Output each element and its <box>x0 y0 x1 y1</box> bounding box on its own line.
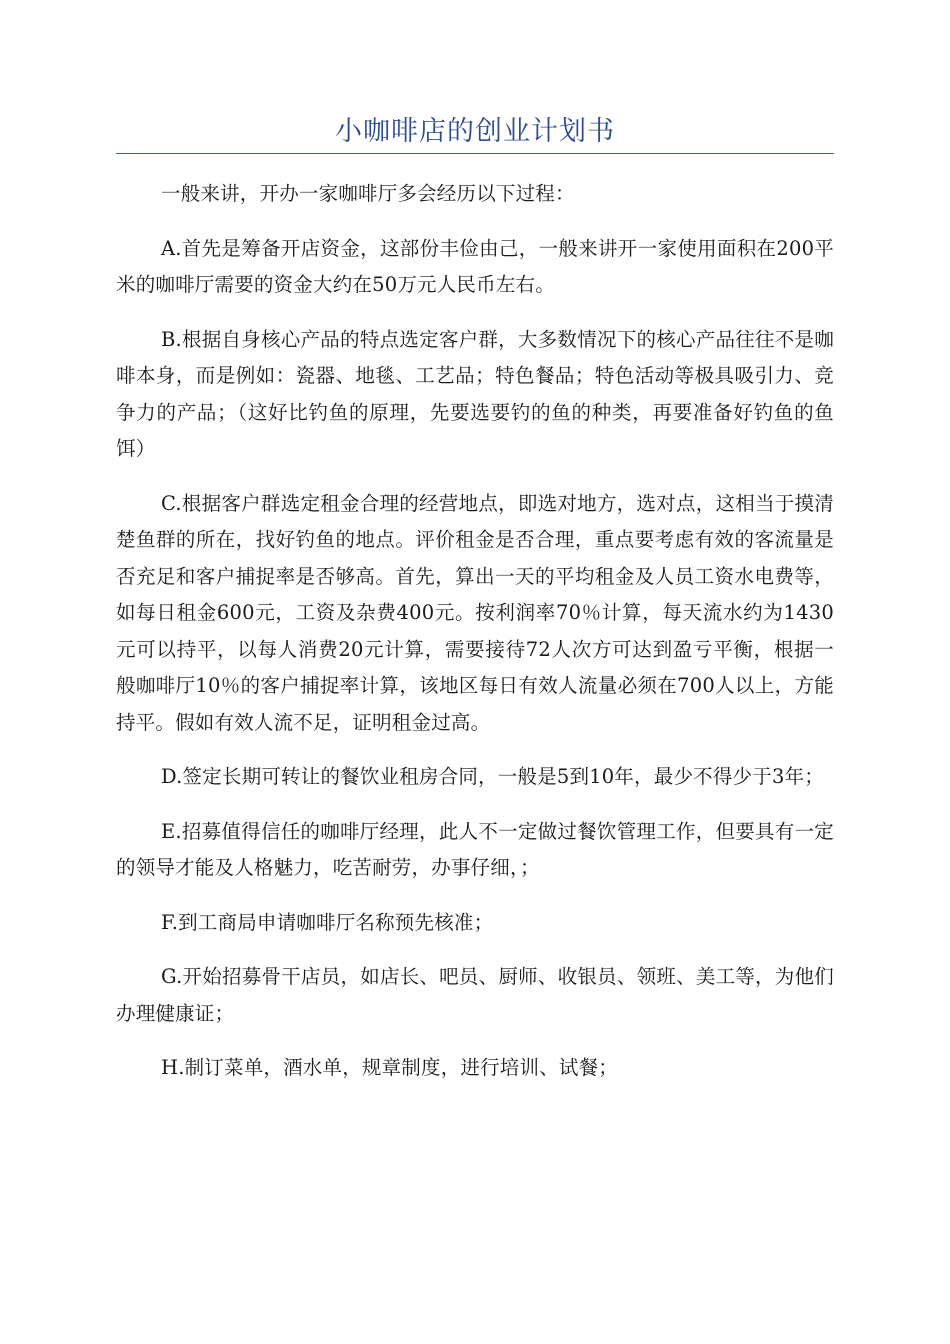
paragraph-e: E.招募值得信任的咖啡厅经理，此人不一定做过餐饮管理工作，但要具有一定的领导才能及人格魅力，吃苦耐劳，办事仔细，； <box>116 819 834 879</box>
paragraph-intro: 一般来讲，开办一家咖啡厅多会经历以下过程： <box>161 182 575 205</box>
paragraph-c: C.根据客户群选定租金合理的经营地点，即选对地方，选对点，这相当于摸清楚鱼群的所在，找好钓鱼的地点。评价租金是否合理，重点要考虑有效的客流量是否充足和客户捕捉率是否够高。首先，算出一天的平均租金及人员工资水电费等，如每日租金600元，工资及杂费400元。按利润率70％计算，每天流水约为1430元可以持平，以每人消费20元计算，需要接待72人次方可达到盈亏平衡，根据一般咖啡厅10％的客户捕捉率计算，该地区每日有效人流量必须在700人以上，方能持平。假如有效人流不足，证明租金过高。 <box>116 491 834 734</box>
document-body <box>116 176 834 1105</box>
paragraph-g: G.开始招募骨干店员，如店长、吧员、厨师、收银员、领班、美工等，为他们办理健康证； <box>116 965 834 1025</box>
paragraph-a: A.首先是筹备开店资金，这部份丰俭由己，一般来讲开一家使用面积在200平米的咖啡厅需要的资金大约在50万元人民币左右。 <box>116 236 834 296</box>
paragraph-d: D.签定长期可转让的餐饮业租房合同，一般是5到10年，最少不得少于3年； <box>161 765 824 788</box>
title-underline <box>116 153 834 154</box>
paragraph-h: H.制订菜单，酒水单，规章制度，进行培训、试餐； <box>161 1056 619 1079</box>
document-title: 小咖啡店的创业计划书 <box>335 116 615 147</box>
paragraph-b: B.根据自身核心产品的特点选定客户群，大多数情况下的核心产品往往不是咖啡本身，而是例如：瓷器、地毯、工艺品；特色餐品；特色活动等极具吸引力、竞争力的产品；（这好比钓鱼的原理，先要选要钓的鱼的种类，再要准备好钓鱼的鱼饵） <box>116 327 834 460</box>
paragraph-f: F.到工商局申请咖啡厅名称预先核准； <box>161 910 494 934</box>
